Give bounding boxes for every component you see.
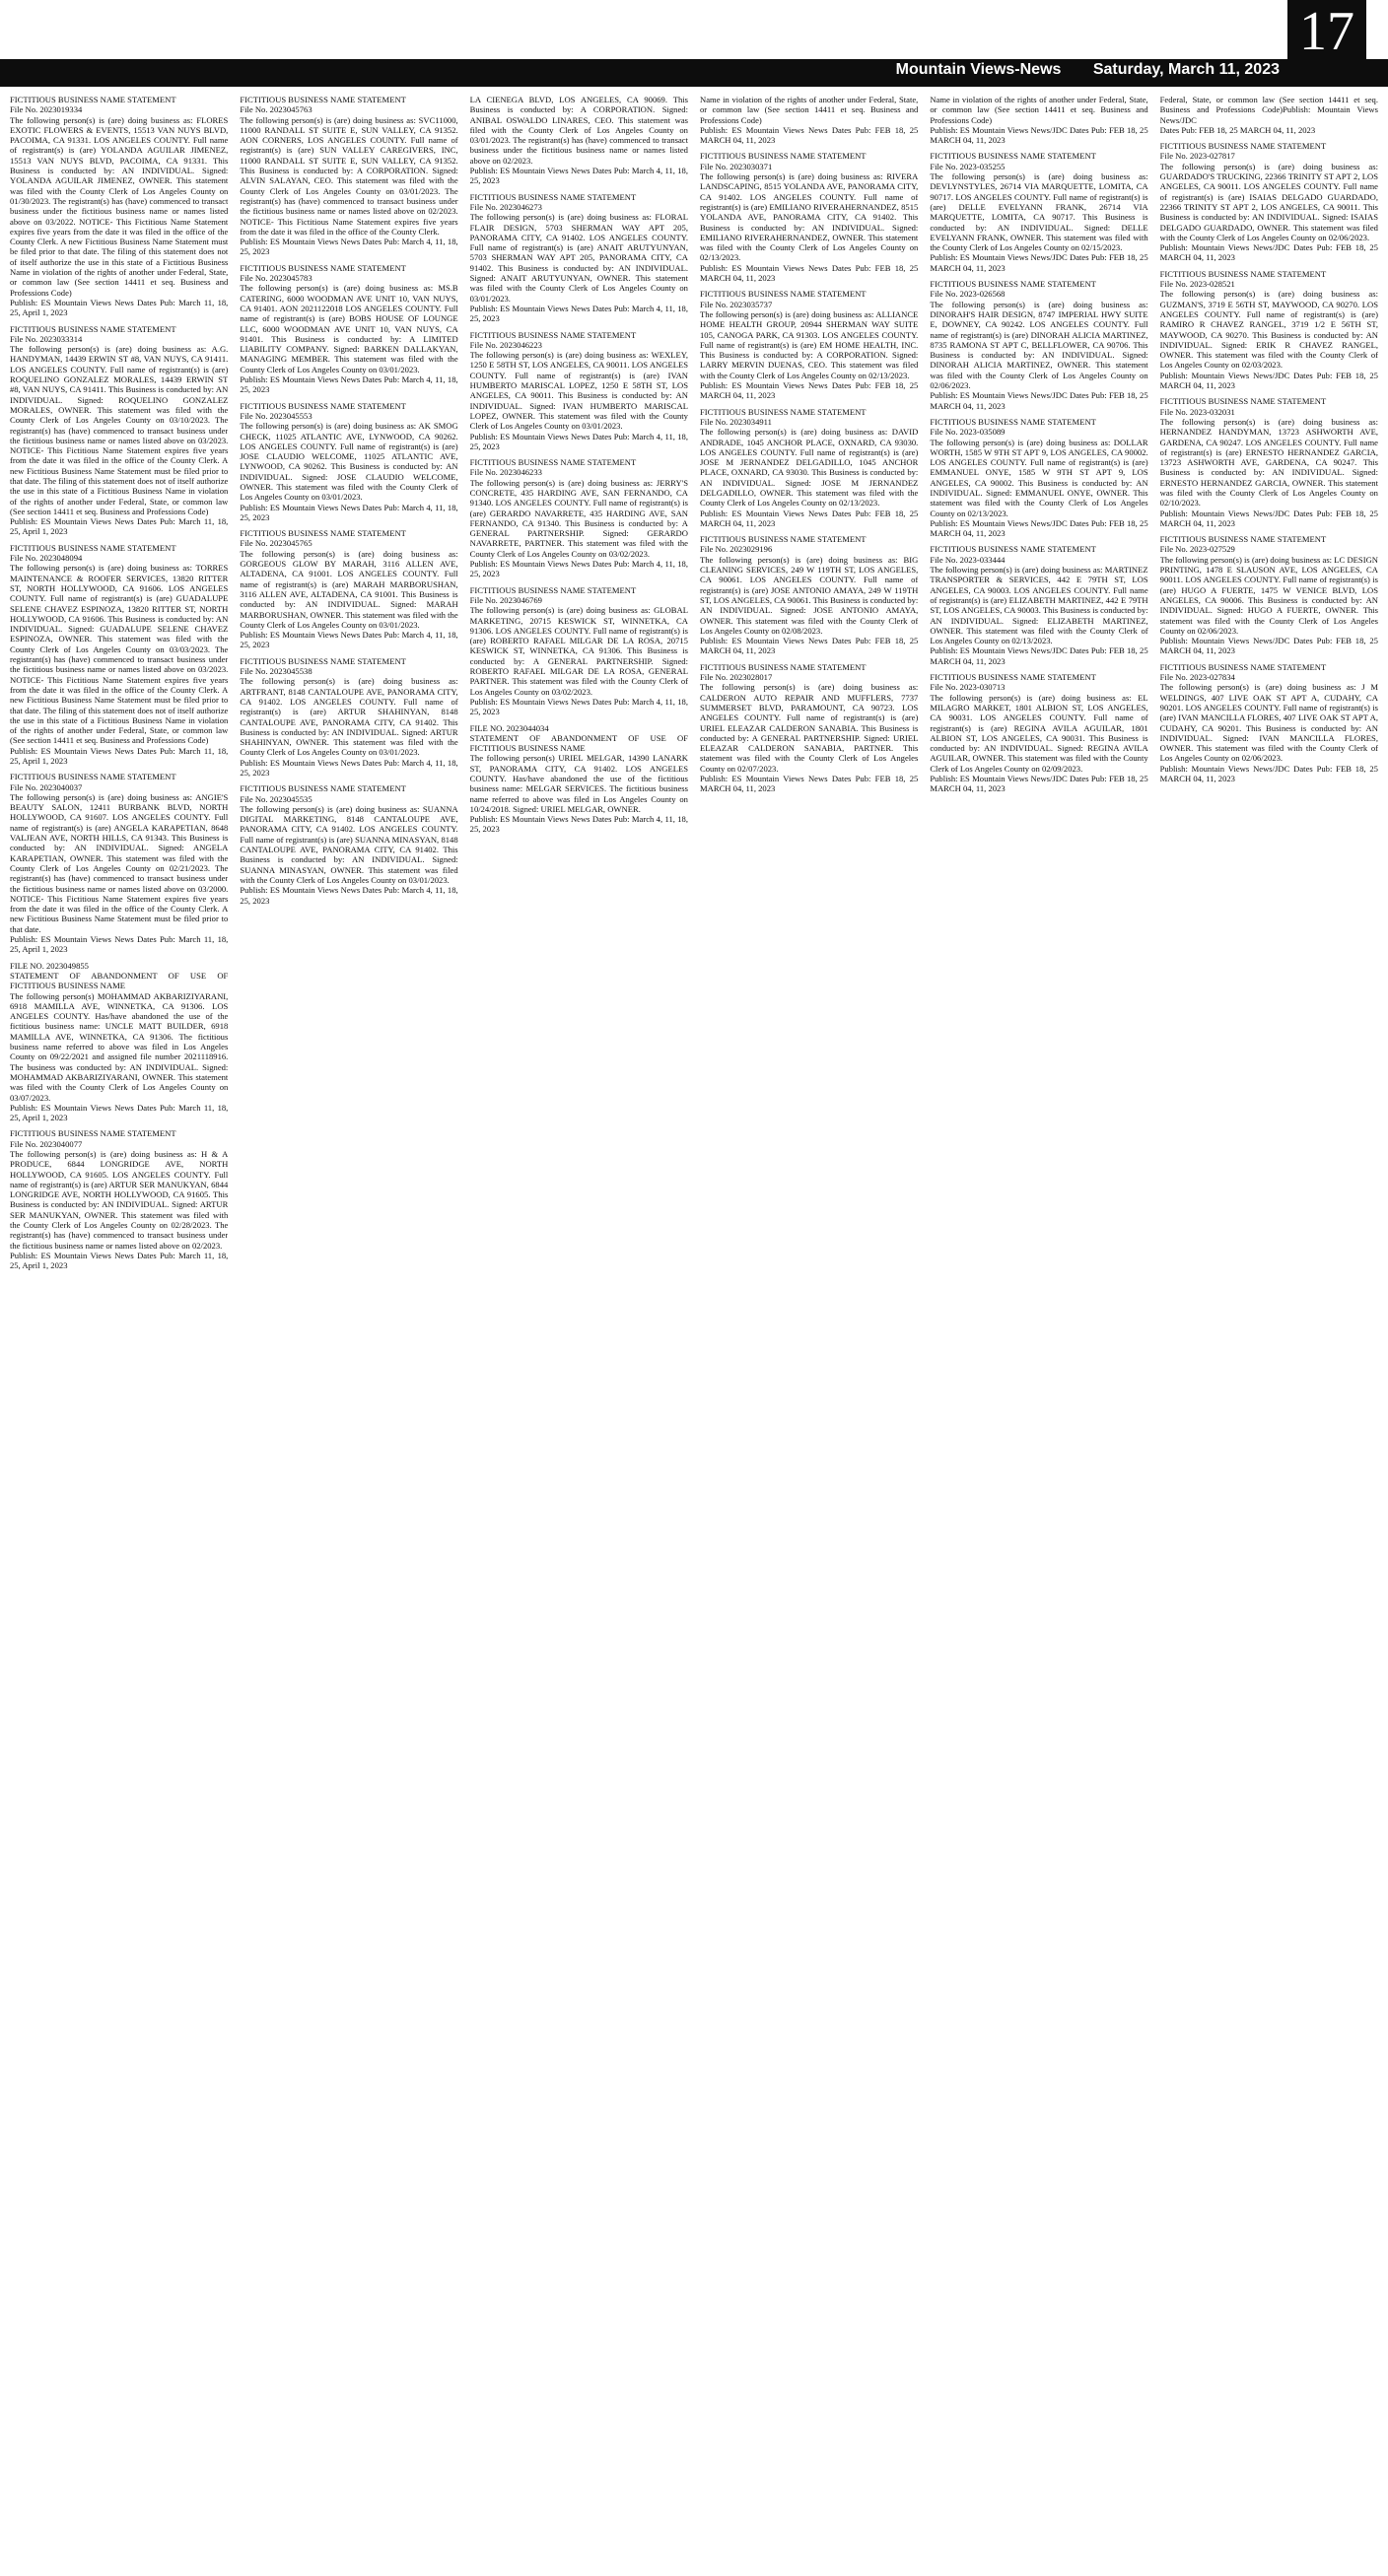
notice-title: FICTITIOUS BUSINESS NAME STATEMENT [240,95,406,104]
legal-notice [470,723,688,835]
legal-notice [930,417,1147,539]
legal-notice [700,151,918,283]
notice-file-number: File No. 2023045553 [240,410,312,421]
notice-body: The following person(s) is (are) doing business as: MARTINEZ TRANSPORTER & SERVICES, 442 E 79TH ST, LOS ANGELES, CA 90003. LOS ANGELES COUNTY. Full name of registrant(s) is (are) ELIZABETH MARTINEZ, 442 E 79TH ST, LOS ANGELES, CA 90003. This Business is conducted by: AN INDIVIDUAL. Signed: ELIZABETH MARTINEZ, OWNER. This statement was filed with the County Clerk of Los Angeles County on 02/13/2023. [930,565,1148,646]
legal-notice [930,544,1147,666]
legal-notice [930,672,1147,794]
notice-body: The following person(s) is (are) doing business as: J M WELDINGS, 407 LIVE OAK ST APT A, CUDAHY, CA 90201. LOS ANGELES COUNTY. Full name of registrant(s) is (are) IVAN MANCILLA FLORES, 407 LIVE OAK ST APT A, CUDAHY, CA 90201. This Business is conducted by: AN INDIVIDUAL. Signed: IVAN MANCILLA FLORES, OWNER. This statement was filed with the County Clerk of Los Angeles County on 02/06/2023. [1159,682,1378,764]
notice-file-number: File No. 2023029196 [699,544,773,555]
notice-publish-dates: Publish: ES Mountain Views News Dates Pub: FEB 18, 25 MARCH 04, 11, 2023 [699,508,919,528]
legal-notice [240,783,457,906]
notice-publish-dates: Publish: ES Mountain Views News Dates Pub: March 11, 18, 25, April 1, 2023 [10,934,229,955]
notice-file-number: File No. 2023019334 [10,104,83,115]
notice-publish-dates: Publish: ES Mountain Views News Dates Pub: March 11, 18, 25, April 1, 2023 [10,297,229,318]
notice-title: FICTITIOUS BUSINESS NAME STATEMENT [10,1128,176,1139]
notice-body: The following person(s) is (are) doing business as: GUARDADO'S TRUCKING, 22366 TRINITY ST APT 2, LOS ANGELES, CA 90011. LOS ANGELES COUNTY. Full name of registrant(s) is (are) ISAIAS DELGADO GUARDADO, 22366 TRINITY ST APT 2, LOS ANGELES, CA 90011. This Business is conducted by: AN INDIVIDUAL. Signed: ISAIAS DELGADO GUARDADO, OWNER. This statement was filed with the County Clerk of Los Angeles County on 02/06/2023. [1159,161,1378,242]
notice-file-number: File No. 2023-027529 [1159,544,1235,555]
notice-title: FICTITIOUS BUSINESS NAME STATEMENT [699,406,867,417]
legal-notice [700,289,918,400]
legal-notice [10,961,228,1123]
notice-publish-dates: Publish: Mountain Views News/JDC Dates Pub: FEB 18, 25 MARCH 04, 11, 2023 [1159,242,1378,263]
notice-file-number: File No. 2023-027817 [1159,151,1235,162]
notice-publish-dates: Publish: ES Mountain Views News Dates Pub: March 4, 11, 18, 25, 2023 [469,696,688,717]
notice-file-number: File No. 2023-035255 [930,161,1006,171]
notice-title: FICTITIOUS BUSINESS NAME STATEMENT [699,289,867,300]
notice-publish-dates: Publish: ES Mountain Views News Dates Pub: March 4, 11, 18, 25, 2023 [240,237,458,257]
legal-notice [700,662,918,794]
legal-notice [240,263,457,395]
notice-body: The following person(s) is (are) doing business as: ANGIE'S BEAUTY SALON, 12411 BURBANK BLVD, NORTH HOLLYWOOD, CA 91607. LOS ANGELES COUNTY. Full name of registrant(s) is (are) ANGELA KARAPETIAN, 8648 VALJEAN AVE, NORTH HILLS, CA 91343. This Business is conducted by: AN INDIVIDUAL. Signed: ANGELA KARAPETIAN, OWNER. This statement was filed with the County Clerk of Los Angeles County on 02/21/2023. The registrant(s) has (have) commenced to transact business under the fictitious business name or names listed above on 03/2000. NOTICE- This Fictitious Name Statement expires five years from the date it was filed in the office of the County Clerk. A new Fictitious Business Name Statement must be filed prior to that date. [10,791,229,934]
notice-file-number: File No. 2023-033444 [930,554,1006,565]
legal-notice [240,656,457,779]
legal-notice [10,1128,228,1270]
legal-notice [10,95,228,318]
notice-body: The following person(s) is (are) doing business as: TORRES MAINTENANCE & ROOFER SERVICES, 13820 RITTER ST, NORTH HOLLYWOOD, CA 91606. LOS ANGELES COUNTY. Full name of registrant(s) is (are) GUADALUPE SELENE CHAVEZ ESPINOZA, 13820 RITTER ST, NORTH HOLLYWOOD, CA 91606. This Business is conducted by: AN INDIVIDUAL. Signed: GUADALUPE SELENE CHAVEZ ESPINOZA, OWNER. This statement was filed with the County Clerk of Los Angeles County on 03/03/2023. The registrant(s) has (have) commenced to transact business under the fictitious business name or names listed above on 03/2023. NOTICE- This Fictitious Name Statement expires five years from the date it was filed in the office of the County Clerk. A new Fictitious Business Name Statement must be filed prior to that date. The filing of this statement does not of itself authorize the use in this state of a Fictitious Business Name in violation of the rights of another under Federal, State, or common law (See section 14411 et seq. Business and Professions Code) [10,563,229,746]
notice-body: The following person(s) is (are) doing business as: H & A PRODUCE, 6844 LONGRIDGE AVE, NORTH HOLLYWOOD, CA 91605. LOS ANGELES COUNTY. Full name of registrant(s) is (are) ARTUR SER MANUKYAN, 6844 LONGRIDGE AVE, NORTH HOLLYWOOD, CA 91605. This Business is conducted by: AN INDIVIDUAL. Signed: ARTUR SER MANUKYAN, OWNER. This statement was filed with the County Clerk of Los Angeles County on 02/28/2023. The registrant(s) has (have) commenced to transact business under the fictitious business name or names listed above on 02/2023. [10,1148,229,1251]
legal-notice [10,324,228,537]
notice-title: FICTITIOUS BUSINESS NAME STATEMENT [240,783,406,794]
page-header [0,0,1388,87]
notice-title: FICTITIOUS BUSINESS NAME STATEMENT [930,544,1096,555]
notice-body: The following person(s) is (are) doing business as: ARTFRANT, 8148 CANTALOUPE AVE, PANORAMA CITY, CA 91402. LOS ANGELES COUNTY. Full name of registrant(s) is (are) ARTUR SHAHINYAN, 8148 CANTALOUPE AVE, PANORAMA CITY, CA 91402. This Business is conducted by: AN INDIVIDUAL. Signed: ARTUR SHAHINYAN, OWNER. This statement was filed with the County Clerk of Los Angeles County on 03/01/2023. [240,676,458,758]
notice-title: FILE NO. 2023049855 [10,960,89,971]
notice-file-number: File No. 2023045783 [240,273,312,284]
notice-body: The following person(s) is (are) doing business as: DOLLAR WORTH, 1585 W 9TH ST APT 9, LOS ANGELES, CA 90002. LOS ANGELES COUNTY. Full name of registrant(s) is (are) EMMANUEL ONYE, 1585 W 9TH ST APT 9, LOS ANGELES, CA 90002. This Business is conducted by: AN INDIVIDUAL. Signed: EMMANUEL ONYE, OWNER. This statement was filed with the County Clerk of Los Angeles County on 02/13/2023. [930,437,1148,518]
notice-title: FICTITIOUS BUSINESS NAME STATEMENT [930,416,1096,427]
notice-publish-dates: Publish: Mountain Views News/JDC Dates Pub: FEB 18, 25 MARCH 04, 11, 2023 [1159,763,1378,783]
legal-notice [240,95,457,257]
notice-body: The following person(s) is (are) doing business as: WEXLEY, 1250 E 58TH ST, LOS ANGELES, CA 90011. LOS ANGELES COUNTY. Full name of registrant(s) is (are) IVAN HUMBERTO MARISCAL LOPEZ, 1250 E 58TH ST, LOS ANGELES, CA 90011. This Business is conducted by: AN INDIVIDUAL. Signed: IVAN HUMBERTO MARISCAL LOPEZ, OWNER. This statement was filed with the County Clerk of Los Angeles County on 03/01/2023. [469,350,688,432]
notice-title: FICTITIOUS BUSINESS NAME STATEMENT [1159,534,1327,545]
notice-title: FICTITIOUS BUSINESS NAME STATEMENT [469,457,637,468]
notice-body: Name in violation of the rights of another under Federal, State, or common law (See section 14411 et seq. Business and Professions Code) [699,95,919,125]
notice-body: The following person(s) is (are) doing business as: ALLIANCE HOME HEALTH GROUP, 20944 SHERMAN WAY SUITE 105, CANOGA PARK, CA 91303. LOS ANGELES COUNTY. Full name of registrant(s) is (are) EM HOME HEALTH, INC. This Business is conducted by: A CORPORATION. Signed: LARRY MERVIN DUENAS, CEO. This statement was filed with the County Clerk of Los Angeles County on 02/13/2023. [699,308,919,380]
legal-notice [240,401,457,523]
notice-publish-dates: Publish: ES Mountain Views News Dates Pub: March 4, 11, 18, 25, 2023 [240,757,458,778]
notice-title: FICTITIOUS BUSINESS NAME STATEMENT [10,95,176,104]
publication-name: Mountain Views-News [895,61,1062,78]
legal-notice [1160,662,1378,784]
notice-file-number: File No. 2023-027834 [1159,672,1235,683]
notice-file-number: File No. 2023045535 [240,793,312,804]
notice-publish-dates: Publish: ES Mountain Views News Dates Pub: FEB 18, 25 MARCH 04, 11, 2023 [699,262,919,284]
legal-notice [1160,95,1378,135]
notice-column [930,95,1147,2568]
notice-file-number: File No. 2023045538 [240,666,312,677]
legal-notice [470,585,688,717]
notice-title: FICTITIOUS BUSINESS NAME STATEMENT [469,191,637,202]
notice-body: The following person(s) is (are) doing business as: EL MILAGRO MARKET, 1801 ALBION ST, LOS ANGELES, CA 90031. LOS ANGELES COUNTY. Full name of registrant(s) is (are) REGINA AVILA AGUILAR, 1801 ALBION ST, LOS ANGELES, CA 90031. This Business is conducted by: AN INDIVIDUAL. Signed: REGINA AVILA AGUILAR, OWNER. This statement was filed with the County Clerk of Los Angeles County on 02/09/2023. [930,692,1148,774]
legal-notice [240,528,457,650]
notice-file-number: File No. 2023046273 [469,201,542,212]
notice-publish-dates: Publish: ES Mountain Views News/JDC Dates Pub: FEB 18, 25 MARCH 04, 11, 2023 [930,390,1148,411]
notice-file-number: File No. 2023-028521 [1159,279,1235,290]
notice-body: The following person(s) is (are) doing business as: MS.B CATERING, 6000 WOODMAN AVE UNIT 10, VAN NUYS, CA 91401. AON 2021122018 LOS ANGELES COUNTY. Full name of registrant(s) is (are) BOBS HOUSE OF LOUNGE LLC, 6000 WOODMAN AVE UNIT 10, VAN NUYS, CA 91401. This Business is conducted by: A LIMITED LIABILITY COMPANY. Signed: BARKEN DALLAKYAN, MANAGING MEMBER. This statement was filed with the County Clerk of Los Angeles County on 03/01/2023. [240,283,458,374]
notice-publish-dates: Publish: ES Mountain Views News Dates Pub: March 4, 11, 18, 25, 2023 [240,630,458,650]
notice-publish-dates: Publish: ES Mountain Views News Dates Pub: March 11, 18, 25, April 1, 2023 [10,745,229,766]
notice-title: FICTITIOUS BUSINESS NAME STATEMENT [1159,396,1327,407]
notice-body: The following person(s) is (are) doing business as: LC DESIGN PRINTING, 1478 E SLAUSON AVE, LOS ANGELES, CA 90011. LOS ANGELES COUNTY. Full name of registrant(s) is (are) HUGO A FUERTE, 1475 W VENICE BLVD, LOS ANGELES, CA 90006. This Business is conducted by: AN INDIVIDUAL. Signed: HUGO A FUERTE, OWNER. This statement was filed with the County Clerk of Los Angeles County on 02/06/2023. [1159,554,1378,636]
notice-file-number: File No. 2023046233 [469,467,542,478]
notice-file-number: File No. 2023035737 [699,299,773,309]
notice-publish-dates: Publish: ES Mountain Views News/JDC Dates Pub: FEB 18, 25 MARCH 04, 11, 2023 [930,774,1148,794]
notice-body: The following person(s) is (are) doing business as: FLORAL FLAIR DESIGN, 5703 SHERMAN WAY APT 205, PANORAMA CITY, CA 91402. LOS ANGELES COUNTY. Full name of registrant(s) is (are) ANAIT ARUTYUNYAN, 5703 SHERMAN WAY APT 205, PANORAMA CITY, CA 91402. This Business is conducted by: AN INDIVIDUAL. Signed: ANAIT ARUTYUNYAN, OWNER. This statement was filed with the County Clerk of Los Angeles County on 03/01/2023. [469,212,688,304]
notice-body: The following person(s) is (are) doing business as: GUZMAN'S, 3719 E 56TH ST, MAYWOOD, CA 90270. LOS ANGELES COUNTY. Full name of registrant(s) is (are) RAMIRO R CHAVEZ RANGEL, 3719 1/2 E 56TH ST, MAYWOOD, CA 90270. This Business is conducted by: AN INDIVIDUAL. Signed: ERIK R CHAVEZ RANGEL, OWNER. This statement was filed with the County Clerk of Los Angeles County on 02/03/2023. [1159,289,1378,371]
notice-title: FICTITIOUS BUSINESS NAME STATEMENT [10,323,176,334]
notice-body: Federal, State, or common law (See section 14411 et seq. Business and Professions Code)Publish: Mountain Views News/JDC [1159,95,1378,125]
notice-body: The following person(s) is (are) doing business as: A.G. HANDYMAN, 14439 ERWIN ST #8, VAN NUYS, CA 91411. LOS ANGELES COUNTY. Full name of registrant(s) is (are) ROQUELINO GONZALEZ MORALES, 14439 ERWIN ST #8, VAN NUYS, CA 91411. This Business is conducted by: AN INDIVIDUAL. Signed: ROQUELINO GONZALEZ MORALES, OWNER. This statement was filed with the County Clerk of Los Angeles County on 03/10/2023. The registrant(s) has (have) commenced to transact business under the fictitious business name or names listed above on 03/2023. NOTICE- This Fictitious Name Statement expires five years from the date it was filed in the office of the County Clerk. A new Fictitious Business Name Statement must be filed prior to that date. The filing of this statement does not of itself authorize the use in this state of a Fictitious Business Name in violation of the rights of another under Federal, State, or common law (See section 14411 et seq. Business and Professions Code) [10,344,229,516]
notice-file-number: File No. 2023048094 [10,553,83,564]
legal-notice [930,151,1147,273]
notice-publish-dates: Publish: Mountain Views News/JDC Dates Pub: FEB 18, 25 MARCH 04, 11, 2023 [1159,508,1378,528]
legal-notice [1160,141,1378,263]
legal-notice [930,95,1147,145]
notice-body: The following person(s) URIEL MELGAR, 14390 LANARK ST, PANORAMA CITY, CA 91402. LOS ANGELES COUNTY. Has/have abandoned the use of the fictitious business name: MELGAR SERVICES. The fictitious business name referred to above was filed in Los Angeles County on 10/24/2018. Signed: URIEL MELGAR, OWNER. [469,753,688,814]
notice-file-number: File No. 2023-032031 [1159,406,1235,417]
notice-title: FICTITIOUS BUSINESS NAME STATEMENT [240,655,406,666]
notice-publish-dates: Publish: ES Mountain Views News Dates Pub: FEB 18, 25 MARCH 04, 11, 2023 [699,380,919,401]
notice-title: FICTITIOUS BUSINESS NAME STATEMENT [469,584,637,595]
notice-publish-dates: Publish: ES Mountain Views News/JDC Dates Pub: FEB 18, 25 MARCH 04, 11, 2023 [930,645,1148,666]
legal-notice [470,95,688,186]
notice-title: FICTITIOUS BUSINESS NAME STATEMENT [930,279,1096,290]
notice-body: The following person(s) is (are) doing business as: HERNANDEZ HANDYMAN, 13723 ASHWORTH AVE, GARDENA, CA 90247. LOS ANGELES COUNTY. Full name of registrant(s) is (are) ERNESTO HERNANDEZ GARCIA, 13723 ASHWORTH AVE, GARDENA, CA 90247. This Business is conducted by: AN INDIVIDUAL. Signed: ERNESTO HERNANDEZ GARCIA, OWNER. This statement was filed with the County Clerk of Los Angeles County on 02/10/2023. [1159,416,1378,508]
legal-notice [930,279,1147,411]
notice-column [240,95,457,2568]
notice-body: The following person(s) is (are) doing business as: CALDERON AUTO REPAIR AND MUFFLERS, 7737 SUMMERSET BLVD, PARAMOUNT, CA 90723. LOS ANGELES COUNTY. Full name of registrant(s) is (are) URIEL ELEAZAR CALDERON SANABIA. This Business is conducted by: A GENERAL PARTNERSHIP. Signed: URIEL ELEAZAR CALDERON SANABIA, PARTNER. This statement was filed with the County Clerk of Los Angeles County on 02/07/2023. [699,682,919,774]
notice-body: Name in violation of the rights of another under Federal, State, or common law (See section 14411 et seq. Business and Professions Code) [930,95,1148,125]
notice-file-number: STATEMENT OF ABANDONMENT OF USE OF FICTITIOUS BUSINESS NAME [10,970,229,991]
notice-publish-dates: Publish: ES Mountain Views News/JDC Dates Pub: FEB 18, 25 MARCH 04, 11, 2023 [930,252,1148,273]
notice-file-number: File No. 2023-030713 [930,682,1006,693]
notice-file-number: File No. 2023040037 [10,781,83,792]
publication-date: Saturday, March 11, 2023 [1092,61,1280,78]
legal-notice [700,407,918,529]
notice-publish-dates: Publish: ES Mountain Views News Dates Pub: March 11, 18, 25, April 1, 2023 [10,1102,229,1123]
notice-file-number: File No. 2023046769 [469,594,542,605]
notice-title: FICTITIOUS BUSINESS NAME STATEMENT [930,672,1096,683]
legal-notice [700,534,918,656]
legal-notice [1160,396,1378,528]
notice-title: FICTITIOUS BUSINESS NAME STATEMENT [1159,661,1327,672]
notice-body: The following person(s) is (are) doing business as: GLOBAL MARKETING, 20715 KESWICK ST, WINNETKA, CA 91306. LOS ANGELES COUNTY. Full name of registrant(s) is (are) ROBERTO RAFAEL MILGAR DE LA ROSA, 20715 KESWICK ST, WINNETKA, CA 91306. This Business is conducted by: A GENERAL PARTNERSHIP. Signed: ROBERTO RAFAEL MILGAR DE LA ROSA, GENERAL PARTNER. This statement was filed with the County Clerk of Los Angeles County on 03/02/2023. [469,605,688,697]
notice-title: FICTITIOUS BUSINESS NAME STATEMENT [240,528,406,539]
legal-notice [700,95,918,145]
notice-publish-dates: Publish: ES Mountain Views News Dates Pub: March 4, 11, 18, 25, 2023 [469,303,688,324]
notice-body: The following person(s) is (are) doing business as: DAVID ANDRADE, 1045 ANCHOR PLACE, OXNARD, CA 93030. LOS ANGELES COUNTY. Full name of registrant(s) is (are) JOSE M JERNANDEZ DELGADILLO, 1045 ANCHOR PLACE, OXNARD, CA 93030. This Business is conducted by: AN INDIVIDUAL. Signed: JOSE M JERNANDEZ DELGADILLO, OWNER. This statement was filed with the County Clerk of Los Angeles County on 02/13/2023. [699,427,919,508]
legal-notice [470,457,688,579]
notice-title: FICTITIOUS BUSINESS NAME STATEMENT [699,534,867,545]
notice-body: The following person(s) is (are) doing business as: SVC11000, 11000 RANDALL ST SUITE E, SUN VALLEY, CA 91352. AON CORNERS, LOS ANGELES COUNTY. Full name of registrant(s) is (are) SUN VALLEY CAREGIVERS, INC, 11000 RANDALL ST SUITE E, SUN VALLEY, CA 91352. This Business is conducted by: A CORPORATION. Signed: ALVIN SALAYAN, CEO. This statement was filed with the County Clerk of Los Angeles County on 03/01/2023. The registrant(s) has (have) commenced to transact business under the fictitious business name or names listed above on 02/2023. NOTICE- This Fictitious Name Statement expires five years from the date it was filed in the office of the County Clerk. [240,114,458,237]
notice-publish-dates: Publish: Mountain Views News/JDC Dates Pub: FEB 18, 25 MARCH 04, 11, 2023 [1159,636,1378,656]
notice-publish-dates: Publish: ES Mountain Views News Dates Pub: March 11, 18, 25, April 1, 2023 [10,516,229,537]
notice-file-number: File No. 2023028017 [699,672,773,683]
notice-publish-dates: Dates Pub: FEB 18, 25 MARCH 04, 11, 2023 [1159,124,1316,135]
notice-body: The following person(s) is (are) doing business as: DINORAH'S HAIR DESIGN, 8747 IMPERIAL HWY SUITE E, DOWNEY, CA 90242. LOS ANGELES COUNTY. Full name of registrant(s) is (are) DINORAH ALICIA MARTINEZ, 8735 RAMONA ST APT C, BELLFLOWER, CA 90706. This Business is conducted by: AN INDIVIDUAL. Signed: DINORAH ALICIA MARTINEZ, OWNER. This statement was filed with the County Clerk of Los Angeles County on 02/06/2023. [930,299,1148,391]
notice-publish-dates: Publish: ES Mountain Views News Dates Pub: March 4, 11, 18, 25, 2023 [469,166,688,186]
legal-notice [10,543,228,767]
notice-body: The following person(s) is (are) doing business as: GORGEOUS GLOW BY MARAH, 3116 ALLEN AVE, ALTADENA, CA 91001. LOS ANGELES COUNTY. Full name of registrant(s) is (are) MARAH MARBORUSHAN, 3116 ALLEN AVE, ALTADENA, CA 91001. This Business is conducted by: AN INDIVIDUAL. Signed: MARAH MARBORUSHAN, OWNER. This statement was filed with the County Clerk of Los Angeles County on 03/01/2023. [240,548,458,630]
notice-title: FICTITIOUS BUSINESS NAME STATEMENT [10,772,176,782]
notice-file-number: File No. 2023-026568 [930,289,1006,300]
notice-title: FICTITIOUS BUSINESS NAME STATEMENT [1159,141,1327,152]
page-number: 17 [1287,0,1366,87]
notice-file-number: File No. 2023040077 [10,1138,83,1149]
notice-column [10,95,228,2568]
notice-body: The following person(s) is (are) doing business as: SUANNA DIGITAL MARKETING, 8148 CANTALOUPE AVE, PANORAMA CITY, CA 91402. LOS ANGELES COUNTY. Full name of registrant(s) is (are) SUANNA MINASYAN, 8148 CANTALOUPE AVE, PANORAMA CITY, CA 91402. This Business is conducted by: AN INDIVIDUAL. Signed: SUANNA MINASYAN, OWNER. This statement was filed with the County Clerk of Los Angeles County on 03/01/2023. [240,803,458,885]
notice-publish-dates: Publish: ES Mountain Views News Dates Pub: March 4, 11, 18, 25, 2023 [240,502,458,522]
notice-file-number: File No. 2023030371 [699,161,773,171]
notice-title: FICTITIOUS BUSINESS NAME STATEMENT [240,262,406,273]
notice-title: FICTITIOUS BUSINESS NAME STATEMENT [699,661,867,672]
notice-file-number: File No. 2023045763 [240,104,312,115]
notice-title: FILE NO. 2023044034 [469,722,549,733]
masthead [868,61,1280,79]
notice-publish-dates: Publish: ES Mountain Views News/JDC Dates Pub: FEB 18, 25 MARCH 04, 11, 2023 [930,517,1148,539]
notice-column [470,95,688,2568]
notice-column [1160,95,1378,2568]
notice-file-number: File No. 2023033314 [10,333,83,344]
notice-body: The following person(s) MOHAMMAD AKBARIZIYARANI, 6918 MAMILLA AVE, WINNETKA, CA 91306. LOS ANGELES COUNTY. Has/have abandoned the use of the fictitious business name: UNCLE MATT BUILDER, 6918 MAMILLA AVE, WINNETKA, CA 91306. The fictitious business name referred to above was filed in Los Angeles County on 09/22/2021 and assigned file number 2021118916. The business was conducted by: AN INDIVIDUAL. Signed: MOHAMMAD AKBARIZIYARANI, OWNER. This statement was filed with the County Clerk of Los Angeles County on 03/07/2023. [10,990,229,1103]
notice-body: LA CIENEGA BLVD, LOS ANGELES, CA 90069. This Business is conducted by: A CORPORATION. Signed: ANIBAL OSWALDO LINARES, CEO. This statement was filed with the County Clerk of Los Angeles County on 03/01/2023. The registrant(s) has (have) commenced to transact business under the fictitious business name or names listed above on 02/2023. [469,95,688,166]
legal-notices-columns [10,95,1378,2568]
legal-notice [1160,534,1378,656]
notice-title: FICTITIOUS BUSINESS NAME STATEMENT [469,329,637,340]
notice-publish-dates: Publish: ES Mountain Views News/JDC Dates Pub: FEB 18, 25 MARCH 04, 11, 2023 [930,124,1148,146]
notice-publish-dates: Publish: ES Mountain Views News Dates Pub: FEB 18, 25 MARCH 04, 11, 2023 [699,774,919,794]
notice-body: The following person(s) is (are) doing business as: DEVLYNSTYLES, 26714 VIA MARQUETTE, LOMITA, CA 90717. LOS ANGELES COUNTY. Full name of registrant(s) is (are) DELLE EVELYANN FRANK, 26714 VIA MARQUETTE, LOMITA, CA 90717. This Business is conducted by: AN INDIVIDUAL. Signed: DELLE EVELYANN FRANK, OWNER. This statement was filed with the County Clerk of Los Angeles County on 02/15/2023. [930,171,1148,253]
notice-body: The following person(s) is (are) doing business as: FLORES EXOTIC FLOWERS & EVENTS, 15513 VAN NUYS BLVD, PACOIMA, CA 91331. LOS ANGELES COUNTY. Full name of registrant(s) is (are) YOLANDA AGUILAR JIMENEZ, 15513 VAN NUYS BLVD, PACOIMA, CA 91331. This Business is conducted by: AN INDIVIDUAL. Signed: YOLANDA AGUILAR JIMENEZ, OWNER. This statement was filed with the County Clerk of Los Angeles County on 01/30/2023. The registrant(s) has (have) commenced to transact business under the fictitious business name or names listed above on 03/2022. NOTICE- This Fictitious Name Statement expires five years from the date it was filed in the office of the County Clerk. A new Fictitious Business Name Statement must be filed prior to that date. The filing of this statement does not of itself authorize the use in this state of a Fictitious Business Name in violation of the rights of another under Federal, State, or common law (See section 14411 et seq. Business and Professions Code) [10,114,229,298]
notice-publish-dates: Publish: ES Mountain Views News Dates Pub: March 4, 11, 18, 25, 2023 [240,885,458,906]
legal-notice [470,192,688,324]
notice-file-number: File No. 2023046223 [469,339,542,350]
notice-publish-dates: Publish: Mountain Views News/JDC Dates Pub: FEB 18, 25 MARCH 04, 11, 2023 [1159,370,1378,391]
notice-title: FICTITIOUS BUSINESS NAME STATEMENT [699,151,867,162]
notice-publish-dates: Publish: ES Mountain Views News Dates Pub: March 4, 11, 18, 25, 2023 [469,431,688,451]
notice-file-number: File No. 2023045765 [240,538,312,549]
notice-title: FICTITIOUS BUSINESS NAME STATEMENT [930,151,1096,162]
legal-notice [10,772,228,954]
notice-title: FICTITIOUS BUSINESS NAME STATEMENT [240,400,406,411]
notice-file-number: File No. 2023034911 [699,416,772,427]
legal-notice [1160,269,1378,391]
notice-title: FICTITIOUS BUSINESS NAME STATEMENT [10,542,176,553]
notice-publish-dates: Publish: ES Mountain Views News Dates Pub: March 4, 11, 18, 25, 2023 [240,374,458,395]
notice-body: The following person(s) is (are) doing business as: RIVERA LANDSCAPING, 8515 YOLANDA AVE, PANORAMA CITY, CA 91402. LOS ANGELES COUNTY. Full name of registrant(s) is (are) EMILIANO RIVERAHERNANDEZ, 8515 YOLANDA AVE, PANORAMA CITY, CA 91402. This Business is conducted by: AN INDIVIDUAL. Signed: EMILIANO RIVERAHERNANDEZ, OWNER. This statement was filed with the County Clerk of Los Angeles County on 02/13/2023. [699,171,919,263]
notice-file-number: File No. 2023-035089 [930,427,1006,438]
legal-notice [470,330,688,452]
notice-file-number: STATEMENT OF ABANDONMENT OF USE OF FICTITIOUS BUSINESS NAME [469,732,688,754]
notice-column [700,95,918,2568]
notice-publish-dates: Publish: ES Mountain Views News Dates Pub: FEB 18, 25 MARCH 04, 11, 2023 [699,636,919,656]
notice-publish-dates: Publish: ES Mountain Views News Dates Pub: March 4, 11, 18, 25, 2023 [469,559,688,579]
notice-body: The following person(s) is (are) doing business as: AK SMOG CHECK, 11025 ATLANTIC AVE, LYNWOOD, CA 90262. LOS ANGELES COUNTY. Full name of registrant(s) is (are) JOSE CLAUDIO WELCOME, 11025 ATLANTIC AVE, LYNWOOD, CA 90262. This Business is conducted by: AN INDIVIDUAL. Signed: JOSE CLAUDIO WELCOME, OWNER. This statement was filed with the County Clerk of Los Angeles County on 03/01/2023. [240,421,458,503]
notice-publish-dates: Publish: ES Mountain Views News Dates Pub: March 4, 11, 18, 25, 2023 [469,814,688,835]
notice-title: FICTITIOUS BUSINESS NAME STATEMENT [1159,268,1327,279]
notice-body: The following person(s) is (are) doing business as: JERRY'S CONCRETE, 435 HARDING AVE, SAN FERNANDO, CA 91340. LOS ANGELES COUNTY. Full name of registrant(s) is (are) GERARDO NAVARRETE, 435 HARDING AVE, SAN FERNANDO, CA 91340. This Business is conducted by: A GENERAL PARTNERSHIP. Signed: GERARDO NAVARRETE, PARTNER. This statement was filed with the County Clerk of Los Angeles County on 03/02/2023. [469,477,688,559]
notice-body: The following person(s) is (are) doing business as: BIG CLEANING SERVICES, 249 W 119TH ST, LOS ANGELES, CA 90061. LOS ANGELES COUNTY. Full name of registrant(s) is (are) JOSE ANTONIO AMAYA, 249 W 119TH ST, LOS ANGELES, CA 90061. This Business is conducted by: AN INDIVIDUAL. Signed: JOSE ANTONIO AMAYA, OWNER. This statement was filed with the County Clerk of Los Angeles County on 02/08/2023. [699,554,919,636]
notice-publish-dates: Publish: ES Mountain Views News Dates Pub: March 11, 18, 25, April 1, 2023 [10,1250,229,1271]
notice-publish-dates: Publish: ES Mountain Views News Dates Pub: FEB 18, 25 MARCH 04, 11, 2023 [699,124,919,146]
